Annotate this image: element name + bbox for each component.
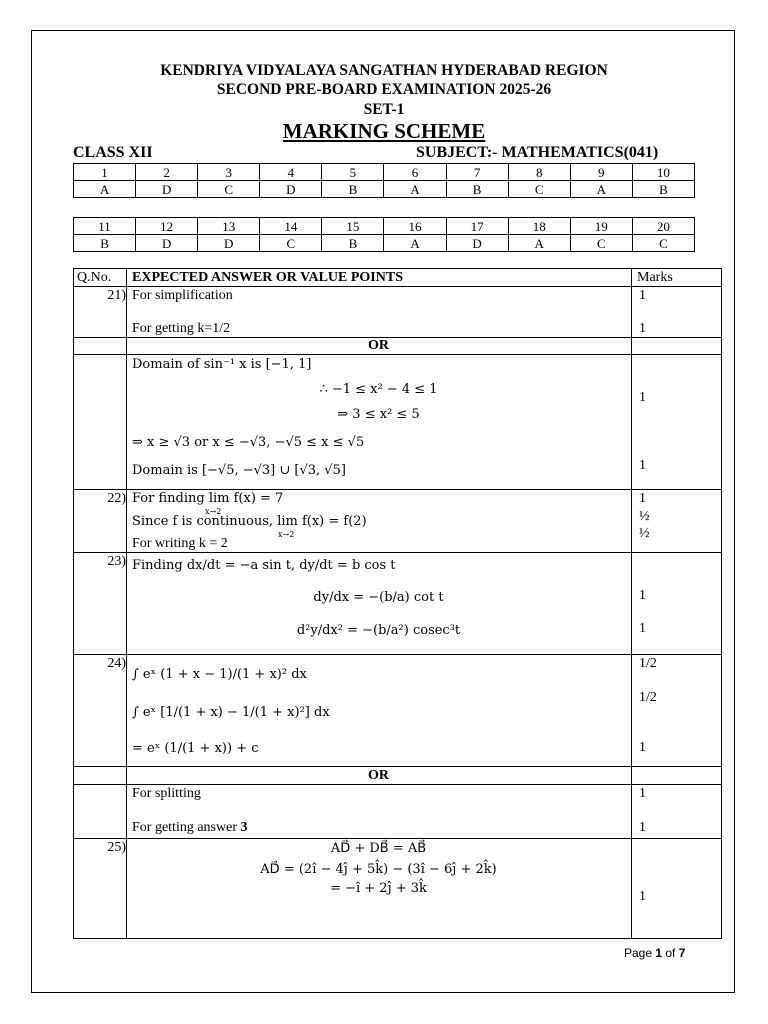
question-number: 7 bbox=[446, 164, 508, 181]
answer-point: = eˣ (1/(1 + x)) + c bbox=[132, 741, 259, 756]
row-divider bbox=[74, 784, 721, 785]
answer-point: For getting k=1/2 bbox=[132, 321, 231, 336]
marks-value: ½ bbox=[639, 526, 650, 541]
question-number-22: 22) bbox=[107, 491, 126, 506]
marking-scheme-table bbox=[73, 268, 722, 939]
answer-option: A bbox=[384, 235, 446, 252]
question-number-25: 25) bbox=[107, 840, 126, 855]
row-divider bbox=[74, 838, 721, 839]
question-number-24: 24) bbox=[107, 656, 126, 671]
answer-point: ⇒ x ≥ √3 or x ≤ −√3, −√5 ≤ x ≤ √5 bbox=[132, 435, 365, 450]
question-number: 20 bbox=[632, 218, 694, 235]
answer-option: D bbox=[136, 181, 198, 198]
question-number: 10 bbox=[632, 164, 694, 181]
answer-point bbox=[132, 820, 247, 836]
marks-value: 1 bbox=[639, 820, 646, 835]
answer-point: Since f is continuous, lim f(x) = f(2) bbox=[132, 514, 367, 529]
exam-name: SECOND PRE-BOARD EXAMINATION 2025-26 bbox=[216, 81, 552, 98]
answer-key-answers-row bbox=[74, 181, 695, 198]
answer-point: For finding lim f(x) = 7 bbox=[132, 491, 284, 506]
class-subject-line bbox=[73, 144, 695, 162]
marks-value: 1 bbox=[639, 390, 646, 405]
question-number: 13 bbox=[198, 218, 260, 235]
answer-key-numbers-row bbox=[74, 218, 695, 235]
subject-label: SUBJECT:- MATHEMATICS(041) bbox=[416, 144, 659, 161]
marks-value: 1 bbox=[639, 491, 646, 506]
question-number: 3 bbox=[198, 164, 260, 181]
marks-value: 1 bbox=[639, 621, 646, 636]
answer-key-answers-row bbox=[74, 235, 695, 252]
answer-option: A bbox=[570, 181, 632, 198]
class-label: CLASS XII bbox=[73, 144, 153, 161]
question-number: 8 bbox=[508, 164, 570, 181]
answer-point: ∴ −1 ≤ x² − 4 ≤ 1 bbox=[319, 382, 438, 397]
marks-value: 1/2 bbox=[639, 690, 657, 705]
answer-option: C bbox=[570, 235, 632, 252]
total-pages: 7 bbox=[678, 946, 686, 960]
limit-subscript: x→2 bbox=[278, 530, 295, 539]
answer-key-numbers-row bbox=[74, 164, 695, 181]
question-number: 18 bbox=[508, 218, 570, 235]
expected-answer-header: EXPECTED ANSWER OR VALUE POINTS bbox=[132, 270, 403, 285]
qno-header: Q.No. bbox=[77, 270, 112, 285]
marks-value: ½ bbox=[639, 509, 650, 524]
question-number-21: 21) bbox=[107, 288, 126, 303]
row-divider bbox=[74, 654, 721, 655]
answer-point: ∫ eˣ [1/(1 + x) − 1/(1 + x)²] dx bbox=[132, 705, 330, 720]
answer-key-table-2 bbox=[73, 217, 695, 252]
answer-option: B bbox=[322, 181, 384, 198]
question-number: 11 bbox=[74, 218, 136, 235]
question-number: 1 bbox=[74, 164, 136, 181]
row-divider bbox=[74, 286, 721, 287]
answer-point: Finding dx/dt = −a sin t, dy/dt = b cos t bbox=[132, 558, 396, 573]
row-divider bbox=[74, 489, 721, 490]
answer-option: B bbox=[74, 235, 136, 252]
question-number: 16 bbox=[384, 218, 446, 235]
answer-point: d²y/dx² = −(b/a²) cosec³t bbox=[296, 623, 461, 638]
answer-point: Domain of sin⁻¹ x is [−1, 1] bbox=[132, 357, 312, 372]
question-number: 9 bbox=[570, 164, 632, 181]
marks-header: Marks bbox=[637, 270, 673, 285]
marks-value: 1/2 bbox=[639, 656, 657, 671]
question-number: 19 bbox=[570, 218, 632, 235]
marks-value: 1 bbox=[639, 288, 646, 303]
answer-point: = −î + 2ĵ + 3k̂ bbox=[330, 881, 427, 896]
answer-point: ∫ eˣ (1 + x − 1)/(1 + x)² dx bbox=[132, 667, 307, 682]
page-number bbox=[624, 946, 685, 960]
answer-option: C bbox=[260, 235, 322, 252]
question-number: 12 bbox=[136, 218, 198, 235]
row-divider bbox=[74, 766, 721, 767]
marks-value: 1 bbox=[639, 321, 646, 336]
page-of: of bbox=[662, 946, 679, 960]
page-prefix: Page bbox=[624, 946, 656, 960]
marks-value: 1 bbox=[639, 588, 646, 603]
answer-option: D bbox=[446, 235, 508, 252]
current-page: 1 bbox=[655, 946, 663, 960]
answer-key-table-1 bbox=[73, 163, 695, 198]
answer-point: For writing k = 2 bbox=[132, 536, 228, 551]
answer-point: AD⃗ = (2î − 4ĵ + 5k̂) − (3î − 6ĵ + 2k̂) bbox=[260, 862, 497, 877]
row-divider bbox=[74, 354, 721, 355]
question-number: 5 bbox=[322, 164, 384, 181]
answer-option: B bbox=[322, 235, 384, 252]
answer-option: A bbox=[508, 235, 570, 252]
answer-option: A bbox=[74, 181, 136, 198]
question-number: 17 bbox=[446, 218, 508, 235]
answer-option: C bbox=[508, 181, 570, 198]
marks-value: 1 bbox=[639, 786, 646, 801]
answer-option: D bbox=[136, 235, 198, 252]
question-number: 15 bbox=[322, 218, 384, 235]
question-number-23: 23) bbox=[107, 554, 126, 569]
answer-point: AD⃗ + DB⃗ = AB⃗ bbox=[330, 841, 427, 856]
answer-point: For simplification bbox=[132, 288, 233, 303]
marks-value: 1 bbox=[639, 889, 646, 904]
answer-option: C bbox=[198, 181, 260, 198]
answer-option: C bbox=[632, 235, 694, 252]
limit-subscript: x→2 bbox=[205, 507, 222, 516]
row-divider bbox=[74, 552, 721, 553]
answer-value: 3 bbox=[240, 820, 248, 835]
answer-point: dy/dx = −(b/a) cot t bbox=[313, 590, 444, 605]
marks-value: 1 bbox=[639, 740, 646, 755]
question-number: 14 bbox=[260, 218, 322, 235]
marks-value: 1 bbox=[639, 458, 646, 473]
document-title: MARKING SCHEME bbox=[282, 119, 486, 143]
answer-option: B bbox=[632, 181, 694, 198]
or-label: OR bbox=[368, 768, 389, 783]
school-name: KENDRIYA VIDYALAYA SANGATHAN HYDERABAD REGION bbox=[160, 62, 608, 79]
question-number: 6 bbox=[384, 164, 446, 181]
answer-option: A bbox=[384, 181, 446, 198]
answer-point: Domain is [−√5, −√3] ∪ [√3, √5] bbox=[132, 463, 346, 478]
answer-point: ⇒ 3 ≤ x² ≤ 5 bbox=[337, 407, 420, 422]
answer-option: D bbox=[198, 235, 260, 252]
answer-option: B bbox=[446, 181, 508, 198]
set-label: SET-1 bbox=[363, 101, 405, 118]
question-number: 4 bbox=[260, 164, 322, 181]
answer-option: D bbox=[260, 181, 322, 198]
answer-point: For splitting bbox=[132, 786, 201, 801]
or-label: OR bbox=[368, 338, 389, 353]
question-number: 2 bbox=[136, 164, 198, 181]
answer-text: For getting answer bbox=[132, 820, 241, 835]
